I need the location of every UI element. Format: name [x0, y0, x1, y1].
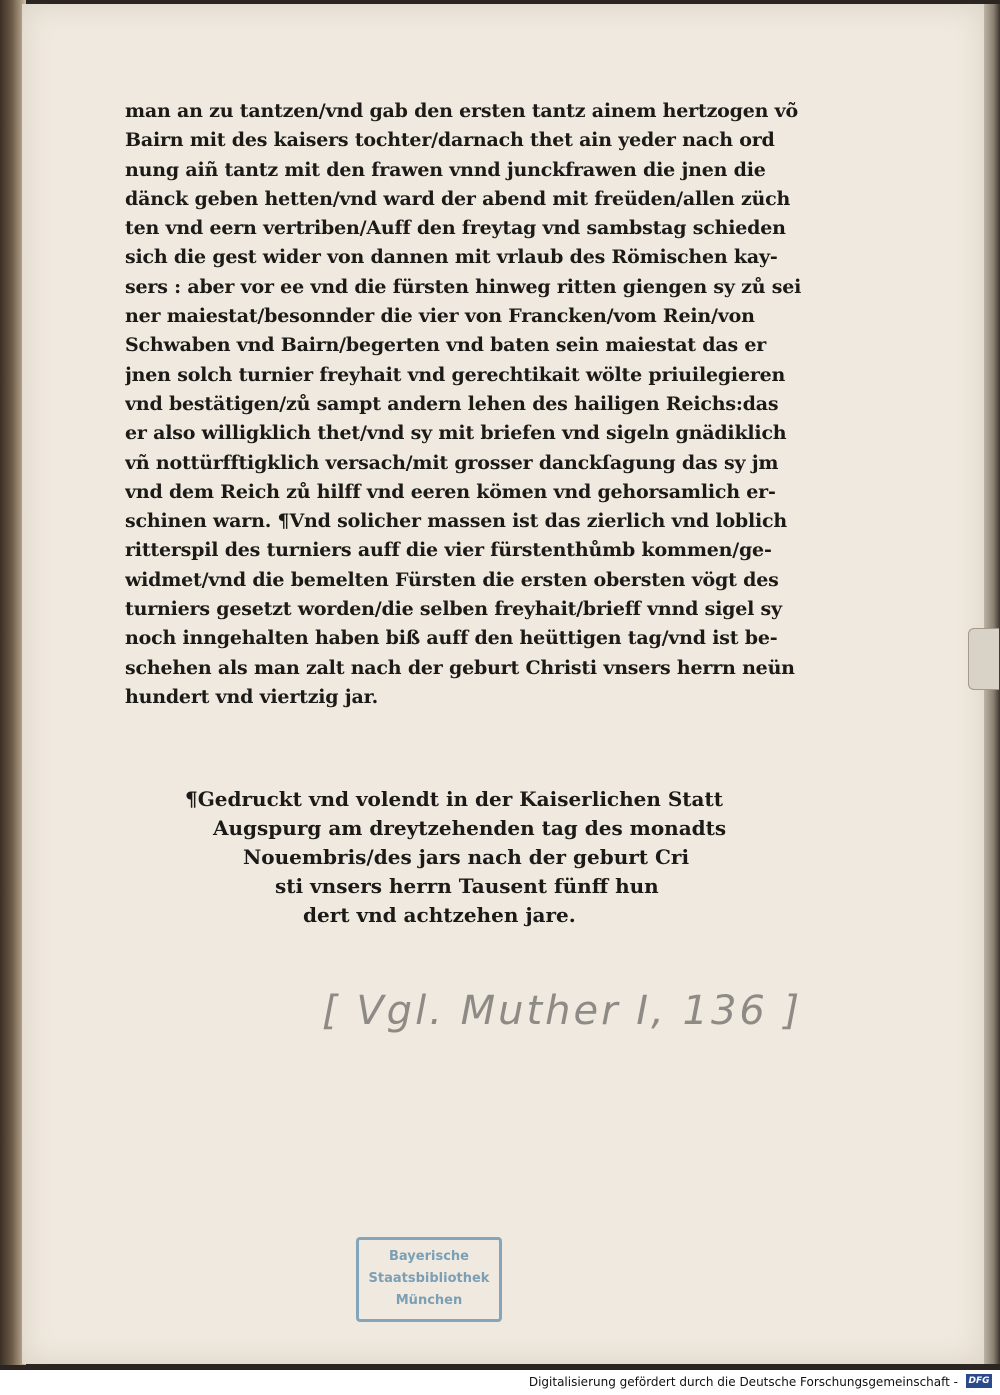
text-line: nung aiñ tantz mit den frawen vnnd junckfrawen die jnen die	[125, 158, 766, 181]
text-line: man an zu tantzen/vnd gab den ersten tantz ainem hertzogen võ	[125, 100, 798, 122]
text-line: widmet/vnd die bemelten Fürsten die ersten obersten vögt des	[125, 568, 779, 591]
text-line: dänck geben hetten/vnd ward der abend mit freüden/allen züch	[125, 187, 791, 210]
text-line: sich die gest wider von dannen mit vrlaub des Römischen kay-	[125, 246, 778, 269]
text-line: vnd bestätigen/zů sampt andern lehen des hailigen Reichs:das	[125, 392, 779, 415]
text-line: hundert vnd viertzig jar.	[125, 685, 379, 708]
stamp-line: Staatsbibliothek	[368, 1271, 490, 1286]
footer-bar	[0, 1370, 1000, 1395]
text-line: ten vnd eern vertriben/Auff den freytag vnd sambstag schieden	[125, 217, 786, 240]
colophon-line: sti vnsers herrn Tausent fünff hun	[275, 874, 659, 898]
text-line: vñ nottürfftigklich versach/mit grosser danckſagung das sy jm	[125, 451, 779, 474]
text-line: ritterspil des turniers auff die vier fürstenthůmb kommen/ge-	[125, 539, 772, 562]
text-line: vnd dem Reich zů hilff vnd eeren kömen vnd gehorsamlich er-	[125, 480, 776, 503]
funding-credit: Digitalisierung gefördert durch die Deutsche Forschungsgemeinschaft -	[528, 1375, 958, 1389]
text-line: jnen solch turnier freyhait vnd gerechtikait wölte priuilegieren	[125, 363, 786, 386]
text-line: er also willigklich thet/vnd sy mit briefen vnd sigeln gnädiklich	[125, 422, 787, 445]
handwritten-annotation: [ Vgl. Muther I, 136 ]	[322, 988, 803, 1034]
main-text-block	[125, 97, 825, 712]
text-line: schinen warn. ¶Vnd solicher massen ist das zierlich vnd loblich	[125, 510, 788, 533]
stamp-line: Bayerische	[389, 1249, 469, 1264]
library-stamp	[356, 1237, 502, 1322]
colophon-line: Augspurg am dreytzehenden tag des monadts	[213, 816, 727, 840]
text-line: Schwaben vnd Bairn/begerten vnd baten sein maiestat das er	[125, 334, 767, 357]
text-line: schehen als man zalt nach der geburt Christi vnsers herrn neün	[125, 656, 795, 679]
page-tab-marker	[968, 628, 999, 690]
colophon-line: ¶Gedruckt vnd volendt in der Kaiserlichen Statt	[185, 787, 723, 811]
text-line: noch inngehalten haben biß auff den heüttigen tag/vnd ist be-	[125, 627, 778, 650]
dfg-logo-icon: DFG	[966, 1374, 992, 1388]
text-line: sers : aber vor ee vnd die fürsten hinweg ritten giengen sy zů sei	[125, 275, 802, 298]
text-line: turniers gesetzt worden/die selben freyhait/brieff vnnd sigel sy	[125, 598, 782, 621]
text-line: Bairn mit des kaisers tochter/darnach thet ain yeder nach ord	[125, 129, 775, 152]
colophon-line: dert vnd achtzehen jare.	[303, 903, 576, 927]
stamp-line: München	[395, 1293, 463, 1308]
text-line: ner maiestat/besonnder die vier von Francken/vom Rein/von	[125, 305, 755, 328]
colophon-line: Nouembris/des jars nach der geburt Cri	[243, 845, 690, 869]
colophon-block	[185, 785, 785, 930]
